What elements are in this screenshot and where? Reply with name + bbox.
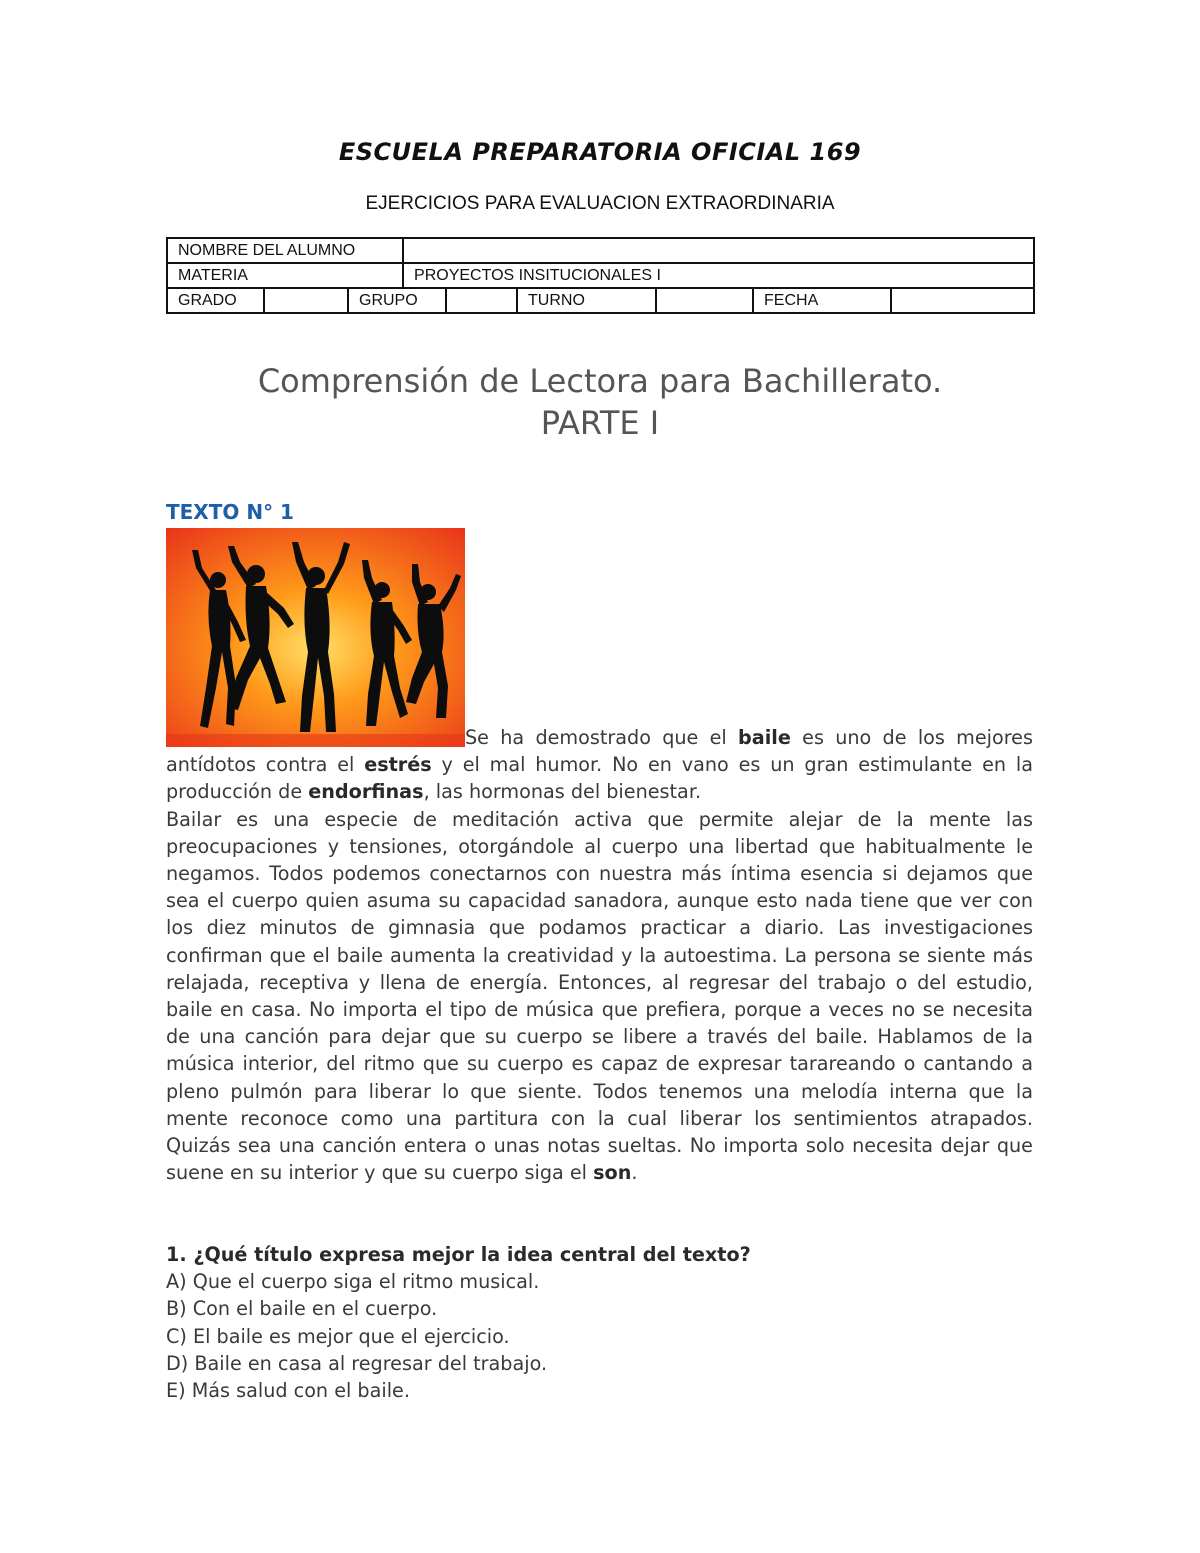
nombre-field[interactable] [403, 238, 1034, 263]
option-c[interactable]: C) El baile es mejor que el ejercicio. [166, 1324, 510, 1348]
materia-label: MATERIA [167, 263, 403, 288]
passage-text [166, 724, 1033, 1186]
grupo-field[interactable] [446, 288, 517, 313]
passage-segment: y el mal humor. No en vano es un gran estimulante en la producción de [166, 753, 1033, 804]
texto-heading: TEXTO N° 1 [166, 500, 294, 524]
question-1-prompt [166, 1241, 1033, 1268]
reading-title-line2: PARTE I [540, 404, 660, 442]
passage-bold-word: endorfinas [308, 780, 424, 804]
turno-label: TURNO [517, 288, 656, 313]
question-text: ¿Qué título expresa mejor la idea central del texto? [193, 1243, 751, 1266]
passage-segment: Se ha demostrado que el [465, 726, 739, 749]
passage-bold-word: son [593, 1161, 632, 1185]
passage-segment: es uno de los mejores antídotos contra el [166, 726, 1033, 777]
fecha-field[interactable] [891, 288, 1034, 313]
passage-bold-word: estrés [364, 753, 432, 777]
passage-bold-word: baile [738, 726, 791, 749]
exam-subtitle: EJERCICIOS PARA EVALUACION EXTRAORDINARIA [365, 193, 835, 214]
fecha-label: FECHA [753, 288, 891, 313]
school-title: ESCUELA PREPARATORIA OFICIAL 169 [338, 138, 862, 166]
student-info-table [166, 237, 1035, 314]
grupo-label: GRUPO [348, 288, 446, 313]
grado-label: GRADO [167, 288, 264, 313]
option-b[interactable]: B) Con el baile en el cuerpo. [166, 1297, 438, 1321]
dancing-silhouettes-image [166, 528, 465, 747]
table-row [167, 238, 1034, 263]
passage-segment: , las hormonas del bienestar. [423, 780, 702, 804]
reading-title [0, 360, 1200, 444]
nombre-label: NOMBRE DEL ALUMNO [167, 238, 403, 263]
question-1 [166, 1241, 1033, 1404]
reading-title-line1: Comprensión de Lectora para Bachillerato. [257, 362, 943, 400]
passage-segment: Bailar es una especie de meditación activa que permite alejar de la mente las preocupaciones y tensiones, otorgándole al cuerpo una libertad que habitualmente le negamos. Todos podemos conectarnos con nuestra más íntima esencia si dejamos que sea el cuerpo quien asuma su capacidad sanadora, aunque esto nada tiene que ver con los diez minutos de gimnasia que podamos practicar a diario. Las investigaciones confirman que el baile aumenta la creatividad y la autoestima. La persona se siente más relajada, receptiva y llena de energía. Entonces, al regresar del trabajo o del estudio, baile en casa. No importa el tipo de música que prefiera, porque a veces no se necesita de una canción para dejar que su cuerpo se libere a través del baile. Hablamos de la música interior, del ritmo que su cuerpo es capaz de expresar tarareando o cantando a pleno pulmón para liberar lo que siente. Todos tenemos una melodía interna que la mente reconoce como una partitura con la cual liberar los sentimientos atrapados. Quizás sea una canción entera o unas notas sueltas. No importa solo necesita dejar que suene en su interior y que su cuerpo siga el [166, 807, 1033, 1185]
grado-field[interactable] [264, 288, 348, 313]
option-a[interactable]: A) Que el cuerpo siga el ritmo musical. [166, 1270, 540, 1294]
table-row [167, 288, 1034, 313]
table-row [167, 263, 1034, 288]
passage-segment: . [631, 1161, 638, 1185]
turno-field[interactable] [656, 288, 753, 313]
option-d[interactable]: D) Baile en casa al regresar del trabajo. [166, 1351, 548, 1375]
option-e[interactable]: E) Más salud con el baile. [166, 1379, 410, 1403]
question-number: 1. [166, 1243, 187, 1266]
materia-value: PROYECTOS INSITUCIONALES I [403, 263, 1034, 288]
